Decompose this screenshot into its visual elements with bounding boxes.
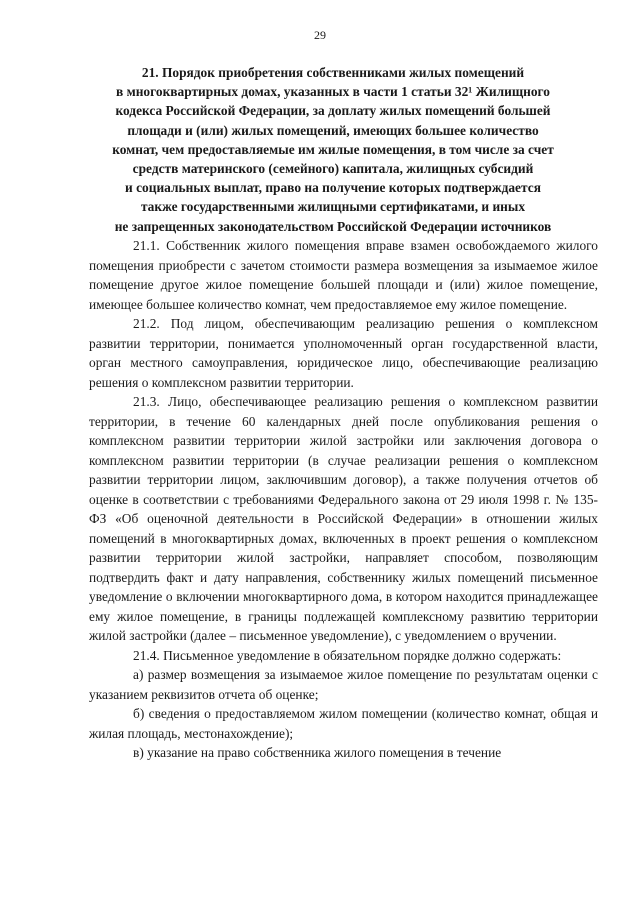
- heading-line: комнат, чем предоставляемые им жилые помещения, в том числе за счет: [112, 141, 554, 157]
- heading-line: и социальных выплат, право на получение которых подтверждается: [125, 180, 541, 196]
- paragraph-21-4: 21.4. Письменное уведомление в обязательном порядке должно содержать:: [133, 647, 562, 663]
- heading-line: в многоквартирных домах, указанных в части 1 статьи 32¹ Жилищного: [116, 84, 550, 100]
- heading-line: также государственными жилищными сертификатами, и иных: [140, 199, 526, 215]
- paragraph-21-1: 21.1. Собственник жилого помещения вправе взамен освобождаемого жилого помещения приобрести с зачетом стоимости размера возмещения за изымаемое жилое помещение другое жилое помещение большей площади и (или) жилое помещение, имеющее большее количество комнат, чем предоставляемое ему жилое помещение.: [89, 238, 598, 312]
- paragraph-21-3: 21.3. Лицо, обеспечивающее реализацию решения о комплексном развитии территории, в течение 60 календарных дней после опубликования решения о комплексном развитии территории жилой застройки или заключения договора о комплексном развитии территории (в случае реализации решения о комплексном развитии территории лицом, заключившим договор), а также получения отчетов об оценке в соответствии с требованиями Федерального закона от 29 июля 1998 г. № 135-ФЗ «Об оценочной деятельности в Российской Федерации» в отношении жилых помещений в многоквартирных домах, включенных в проект решения о комплексном развитии территории жилой застройки, направляет способом, позволяющим подтвердить факт и дату направления, собственнику жилых помещений письменное уведомление о включении многоквартирного дома, в котором находится принадлежащее ему жилое помещение, в границы подлежащей комплексному развитию территории жилой застройки (далее – письменное уведомление), с уведомлением о вручении.: [89, 394, 598, 643]
- heading-line: площади и (или) жилых помещений, имеющих большее количество: [127, 122, 539, 138]
- page-number: 29: [314, 28, 326, 42]
- heading-line: не запрещенных законодательством Российской Федерации источников: [114, 218, 552, 234]
- list-item-a: а) размер возмещения за изымаемое жилое помещение по результатам оценки с указанием реквизитов отчета об оценке;: [89, 667, 598, 702]
- list-item-b: б) сведения о предоставляемом жилом помещении (количество комнат, общая и жилая площадь, местонахождение);: [89, 706, 598, 741]
- section-heading: [88, 63, 578, 236]
- document-body: [89, 236, 598, 763]
- heading-line: 21. Порядок приобретения собственниками жилых помещений: [141, 65, 525, 80]
- heading-line: кодекса Российской Федерации, за доплату жилых помещений большей: [115, 103, 551, 119]
- heading-line: средств материнского (семейного) капитала, жилищных субсидий: [132, 161, 534, 177]
- list-item-v: в) указание на право собственника жилого помещения в течение: [133, 745, 502, 760]
- paragraph-21-2: 21.2. Под лицом, обеспечивающим реализацию решения о комплексном развитии территории, понимается уполномоченный орган государственной власти, орган местного самоуправления, юридическое лицо, обеспечивающие реализацию решения о комплексном развитии территории.: [89, 316, 598, 390]
